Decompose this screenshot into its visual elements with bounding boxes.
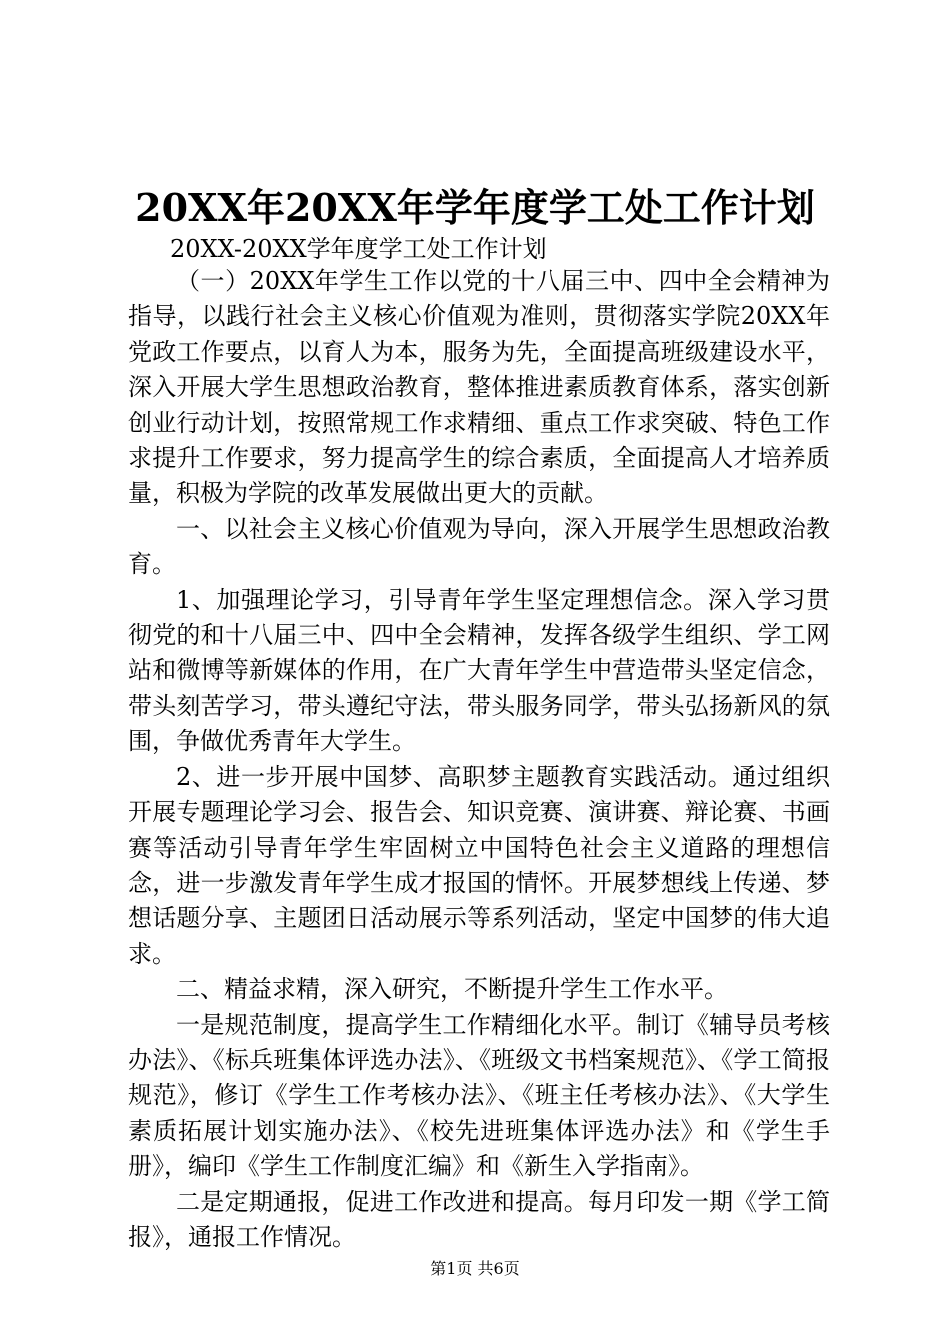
document-title: 20XX年20XX年学年度学工处工作计划 xyxy=(135,185,815,230)
paragraph: 2、进一步开展中国梦、高职梦主题教育实践活动。通过组织开展专题理论学习会、报告会、知识竞赛、演讲赛、辩论赛、书画赛等活动引导青年学生牢固树立中国特色社会主义道路的理想信念，进一步激发青年学生成才报国的情怀。开展梦想线上传递、梦想话题分享、主题团日活动展示等系列活动，坚定中国梦的伟大追求。 xyxy=(128,762,830,968)
paragraph: 一、以社会主义核心价值观为导向，深入开展学生思想政治教育。 xyxy=(128,514,830,579)
paragraph: （一）20XX年学生工作以党的十八届三中、四中全会精神为指导，以践行社会主义核心价值观为准则，贯彻落实学院20XX年党政工作要点，以育人为本，服务为先，全面提高班级建设水平，深入开展大学生思想政治教育，整体推进素质教育体系，落实创新创业行动计划，按照常规工作求精细、重点工作求突破、特色工作求提升工作要求，努力提高学生的综合素质，全面提高人才培养质量，积极为学院的改革发展做出更大的贡献。 xyxy=(128,267,830,508)
document-subtitle: 20XX-20XX学年度学工处工作计划 xyxy=(170,235,547,263)
paragraph: 一是规范制度，提高学生工作精细化水平。制订《辅导员考核办法》、《标兵班集体评选办法》、《班级文书档案规范》、《学工简报规范》，修订《学生工作考核办法》、《班主任考核办法》、《大学生素质拓展计划实施办法》、《校先进班集体评选办法》和《学生手册》，编印《学生工作制度汇编》和《新生入学指南》。 xyxy=(128,1010,830,1181)
paragraph: 二、精益求精，深入研究，不断提升学生工作水平。 xyxy=(176,975,728,1004)
page-number-footer: 第1页 共6页 xyxy=(430,1259,520,1278)
document-body xyxy=(128,264,830,1255)
paragraph: 1、加强理论学习，引导青年学生坚定理想信念。深入学习贯彻党的和十八届三中、四中全会精神，发挥各级学生组织、学工网站和微博等新媒体的作用，在广大青年学生中营造带头坚定信念，带头刻苦学习，带头遵纪守法，带头服务同学，带头弘扬新风的氛围，争做优秀青年大学生。 xyxy=(128,585,830,756)
paragraph: 二是定期通报，促进工作改进和提高。每月印发一期《学工简报》，通报工作情况。 xyxy=(128,1187,830,1251)
